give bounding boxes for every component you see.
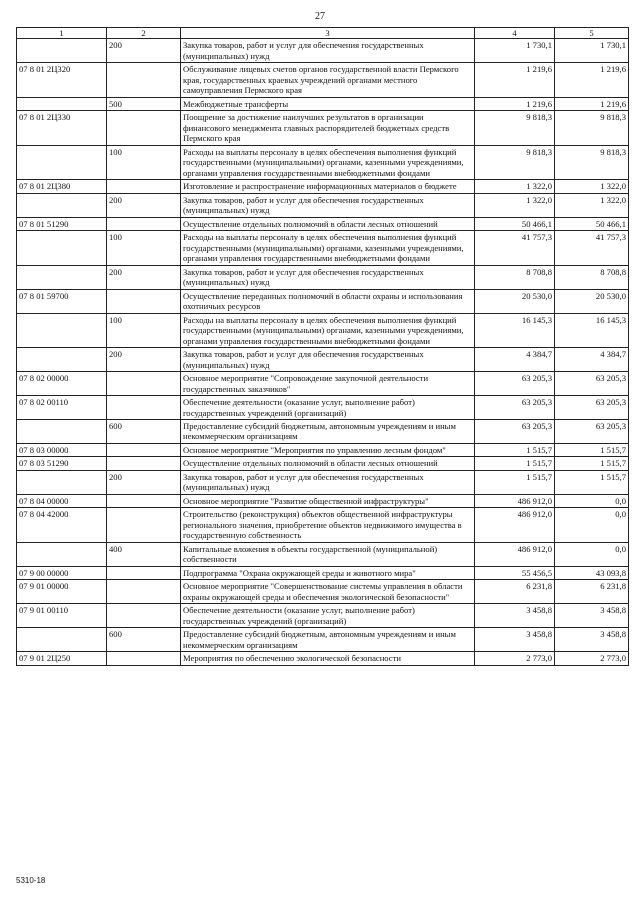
- table-row: [17, 313, 629, 347]
- table-row: [17, 111, 629, 145]
- table-row: [17, 39, 629, 63]
- item-name-cell: Закупка товаров, работ и услуг для обеспечения государственных (муниципальных) нужд: [181, 348, 475, 372]
- expense-type-cell: [107, 180, 181, 193]
- target-code-cell: [17, 39, 107, 63]
- amount-year2-cell: 8 708,8: [555, 265, 629, 289]
- amount-year1-cell: 41 757,3: [475, 231, 555, 265]
- table-row: [17, 494, 629, 507]
- table-row: [17, 372, 629, 396]
- amount-year1-cell: 1 515,7: [475, 443, 555, 456]
- target-code-cell: 07 8 01 51290: [17, 217, 107, 230]
- item-name-cell: Обслуживание лицевых счетов органов государственной власти Пермского края, государственных краевых учреждений органами местного самоуправления Пермского края: [181, 63, 475, 97]
- amount-year1-cell: 2 773,0: [475, 652, 555, 665]
- target-code-cell: 07 8 04 42000: [17, 508, 107, 542]
- amount-year1-cell: 50 466,1: [475, 217, 555, 230]
- amount-year1-cell: 3 458,8: [475, 604, 555, 628]
- item-name-cell: Обеспечение деятельности (оказание услуг, выполнение работ) государственных учреждений (организаций): [181, 604, 475, 628]
- item-name-cell: Закупка товаров, работ и услуг для обеспечения государственных (муниципальных) нужд: [181, 39, 475, 63]
- amount-year1-cell: 1 219,6: [475, 97, 555, 110]
- amount-year1-cell: 3 458,8: [475, 628, 555, 652]
- item-name-cell: Основное мероприятие "Сопровождение закупочной деятельности государственных заказчиков": [181, 372, 475, 396]
- target-code-cell: [17, 97, 107, 110]
- target-code-cell: 07 8 02 00110: [17, 396, 107, 420]
- target-code-cell: 07 8 02 00000: [17, 372, 107, 396]
- item-name-cell: Изготовление и распространение информационных материалов о бюджете: [181, 180, 475, 193]
- amount-year2-cell: 1 322,0: [555, 193, 629, 217]
- expense-type-cell: 100: [107, 145, 181, 179]
- amount-year1-cell: 1 219,6: [475, 63, 555, 97]
- amount-year2-cell: 1 515,7: [555, 457, 629, 470]
- expense-type-cell: [107, 494, 181, 507]
- table-row: [17, 193, 629, 217]
- amount-year1-cell: 1 322,0: [475, 180, 555, 193]
- table-row: [17, 443, 629, 456]
- amount-year2-cell: 16 145,3: [555, 313, 629, 347]
- target-code-cell: [17, 231, 107, 265]
- expense-type-cell: [107, 652, 181, 665]
- amount-year2-cell: 3 458,8: [555, 628, 629, 652]
- table-row: [17, 604, 629, 628]
- expense-type-cell: [107, 396, 181, 420]
- item-name-cell: Осуществление отдельных полномочий в области лесных отношений: [181, 457, 475, 470]
- document-code: 5310-18: [16, 876, 46, 885]
- target-code-cell: [17, 313, 107, 347]
- amount-year2-cell: 1 219,6: [555, 63, 629, 97]
- table-row: [17, 180, 629, 193]
- amount-year1-cell: 486 912,0: [475, 494, 555, 507]
- amount-year1-cell: 486 912,0: [475, 542, 555, 566]
- target-code-cell: [17, 348, 107, 372]
- item-name-cell: Осуществление переданных полномочий в области охраны и использования охотничьих ресурсов: [181, 289, 475, 313]
- target-code-cell: 07 8 01 2Ц380: [17, 180, 107, 193]
- amount-year2-cell: 0,0: [555, 542, 629, 566]
- expense-type-cell: 400: [107, 542, 181, 566]
- table-row: [17, 145, 629, 179]
- item-name-cell: Расходы на выплаты персоналу в целях обеспечения выполнения функций государственными (муниципальными) органами, казенными учреждениями, органами управления государственными внебюджетными фондами: [181, 145, 475, 179]
- item-name-cell: Закупка товаров, работ и услуг для обеспечения государственных (муниципальных) нужд: [181, 470, 475, 494]
- target-code-cell: 07 9 01 00110: [17, 604, 107, 628]
- target-code-cell: [17, 470, 107, 494]
- amount-year2-cell: 9 818,3: [555, 145, 629, 179]
- amount-year1-cell: 1 515,7: [475, 470, 555, 494]
- item-name-cell: Основное мероприятие "Мероприятия по управлению лесным фондом": [181, 443, 475, 456]
- expense-type-cell: [107, 580, 181, 604]
- table-row: [17, 628, 629, 652]
- item-name-cell: Поощрение за достижение наилучших результатов в организации финансового менеджмента главных распорядителей бюджетных средств Пермского края: [181, 111, 475, 145]
- item-name-cell: Закупка товаров, работ и услуг для обеспечения государственных (муниципальных) нужд: [181, 265, 475, 289]
- amount-year2-cell: 63 205,3: [555, 419, 629, 443]
- item-name-cell: Строительство (реконструкция) объектов общественной инфраструктуры регионального значения, приобретение объектов недвижимого имущества в государственную собственность: [181, 508, 475, 542]
- expense-type-cell: 500: [107, 97, 181, 110]
- column-header-5: 5: [555, 28, 629, 39]
- table-row: [17, 542, 629, 566]
- item-name-cell: Подпрограмма "Охрана окружающей среды и животного мира": [181, 566, 475, 579]
- target-code-cell: [17, 193, 107, 217]
- amount-year1-cell: 55 456,5: [475, 566, 555, 579]
- item-name-cell: Межбюджетные трансферты: [181, 97, 475, 110]
- amount-year2-cell: 63 205,3: [555, 372, 629, 396]
- target-code-cell: [17, 542, 107, 566]
- amount-year1-cell: 63 205,3: [475, 372, 555, 396]
- expense-type-cell: 600: [107, 419, 181, 443]
- table-row: [17, 396, 629, 420]
- expense-type-cell: [107, 457, 181, 470]
- amount-year1-cell: 486 912,0: [475, 508, 555, 542]
- amount-year1-cell: 8 708,8: [475, 265, 555, 289]
- table-row: [17, 231, 629, 265]
- amount-year1-cell: 1 730,1: [475, 39, 555, 63]
- item-name-cell: Расходы на выплаты персоналу в целях обеспечения выполнения функций государственными (муниципальными) органами, казенными учреждениями, органами управления государственными внебюджетными фондами: [181, 231, 475, 265]
- column-header-4: 4: [475, 28, 555, 39]
- expense-type-cell: [107, 217, 181, 230]
- item-name-cell: Мероприятия по обеспечению экологической безопасности: [181, 652, 475, 665]
- item-name-cell: Предоставление субсидий бюджетным, автономным учреждениям и иным некоммерческим организациям: [181, 419, 475, 443]
- amount-year1-cell: 4 384,7: [475, 348, 555, 372]
- target-code-cell: 07 9 01 00000: [17, 580, 107, 604]
- expense-type-cell: 200: [107, 39, 181, 63]
- item-name-cell: Предоставление субсидий бюджетным, автономным учреждениям и иным некоммерческим организациям: [181, 628, 475, 652]
- amount-year2-cell: 3 458,8: [555, 604, 629, 628]
- table-row: [17, 289, 629, 313]
- target-code-cell: 07 9 00 00000: [17, 566, 107, 579]
- table-row: [17, 97, 629, 110]
- target-code-cell: 07 9 01 2Ц250: [17, 652, 107, 665]
- amount-year2-cell: 1 322,0: [555, 180, 629, 193]
- column-header-2: 2: [107, 28, 181, 39]
- amount-year2-cell: 63 205,3: [555, 396, 629, 420]
- table-row: [17, 508, 629, 542]
- target-code-cell: [17, 145, 107, 179]
- expense-type-cell: 100: [107, 231, 181, 265]
- expense-type-cell: [107, 566, 181, 579]
- table-body: [17, 39, 629, 665]
- page-number: 27: [315, 11, 325, 22]
- amount-year1-cell: 16 145,3: [475, 313, 555, 347]
- item-name-cell: Обеспечение деятельности (оказание услуг, выполнение работ) государственных учреждений (организаций): [181, 396, 475, 420]
- expense-type-cell: [107, 372, 181, 396]
- expense-type-cell: [107, 111, 181, 145]
- budget-table: [16, 27, 629, 666]
- expense-type-cell: [107, 508, 181, 542]
- amount-year1-cell: 63 205,3: [475, 419, 555, 443]
- amount-year2-cell: 9 818,3: [555, 111, 629, 145]
- item-name-cell: Расходы на выплаты персоналу в целях обеспечения выполнения функций государственными (муниципальными) органами, казенными учреждениями, органами управления государственными внебюджетными фондами: [181, 313, 475, 347]
- item-name-cell: Основное мероприятие "Развитие общественной инфраструктуры": [181, 494, 475, 507]
- amount-year2-cell: 6 231,8: [555, 580, 629, 604]
- target-code-cell: [17, 419, 107, 443]
- amount-year2-cell: 20 530,0: [555, 289, 629, 313]
- amount-year1-cell: 9 818,3: [475, 111, 555, 145]
- table-row: [17, 457, 629, 470]
- table-header-row: [17, 28, 629, 39]
- amount-year1-cell: 1 322,0: [475, 193, 555, 217]
- table-row: [17, 580, 629, 604]
- table-row: [17, 419, 629, 443]
- column-header-3: 3: [181, 28, 475, 39]
- table-row: [17, 63, 629, 97]
- amount-year1-cell: 20 530,0: [475, 289, 555, 313]
- table-row: [17, 566, 629, 579]
- amount-year2-cell: 0,0: [555, 494, 629, 507]
- column-header-1: 1: [17, 28, 107, 39]
- target-code-cell: 07 8 01 2Ц330: [17, 111, 107, 145]
- amount-year1-cell: 9 818,3: [475, 145, 555, 179]
- item-name-cell: Осуществление отдельных полномочий в области лесных отношений: [181, 217, 475, 230]
- table-row: [17, 470, 629, 494]
- amount-year1-cell: 6 231,8: [475, 580, 555, 604]
- amount-year2-cell: 1 730,1: [555, 39, 629, 63]
- amount-year2-cell: 50 466,1: [555, 217, 629, 230]
- item-name-cell: Основное мероприятие "Совершенствование системы управления в области охраны окружающей среды и обеспечения экологической безопасности": [181, 580, 475, 604]
- amount-year2-cell: 2 773,0: [555, 652, 629, 665]
- target-code-cell: 07 8 03 00000: [17, 443, 107, 456]
- amount-year2-cell: 1 515,7: [555, 470, 629, 494]
- expense-type-cell: 200: [107, 193, 181, 217]
- target-code-cell: [17, 265, 107, 289]
- amount-year2-cell: 0,0: [555, 508, 629, 542]
- amount-year2-cell: 4 384,7: [555, 348, 629, 372]
- expense-type-cell: [107, 443, 181, 456]
- target-code-cell: 07 8 01 59700: [17, 289, 107, 313]
- table-row: [17, 652, 629, 665]
- amount-year2-cell: 41 757,3: [555, 231, 629, 265]
- expense-type-cell: 600: [107, 628, 181, 652]
- target-code-cell: 07 8 04 00000: [17, 494, 107, 507]
- amount-year1-cell: 1 515,7: [475, 457, 555, 470]
- amount-year2-cell: 1 219,6: [555, 97, 629, 110]
- table-row: [17, 217, 629, 230]
- expense-type-cell: 200: [107, 348, 181, 372]
- item-name-cell: Капитальные вложения в объекты государственной (муниципальной) собственности: [181, 542, 475, 566]
- amount-year2-cell: 1 515,7: [555, 443, 629, 456]
- table-row: [17, 348, 629, 372]
- target-code-cell: 07 8 01 2Ц320: [17, 63, 107, 97]
- target-code-cell: 07 8 03 51290: [17, 457, 107, 470]
- amount-year1-cell: 63 205,3: [475, 396, 555, 420]
- expense-type-cell: [107, 604, 181, 628]
- target-code-cell: [17, 628, 107, 652]
- table-row: [17, 265, 629, 289]
- expense-type-cell: 200: [107, 265, 181, 289]
- expense-type-cell: [107, 63, 181, 97]
- expense-type-cell: 100: [107, 313, 181, 347]
- expense-type-cell: [107, 289, 181, 313]
- expense-type-cell: 200: [107, 470, 181, 494]
- amount-year2-cell: 43 093,8: [555, 566, 629, 579]
- item-name-cell: Закупка товаров, работ и услуг для обеспечения государственных (муниципальных) нужд: [181, 193, 475, 217]
